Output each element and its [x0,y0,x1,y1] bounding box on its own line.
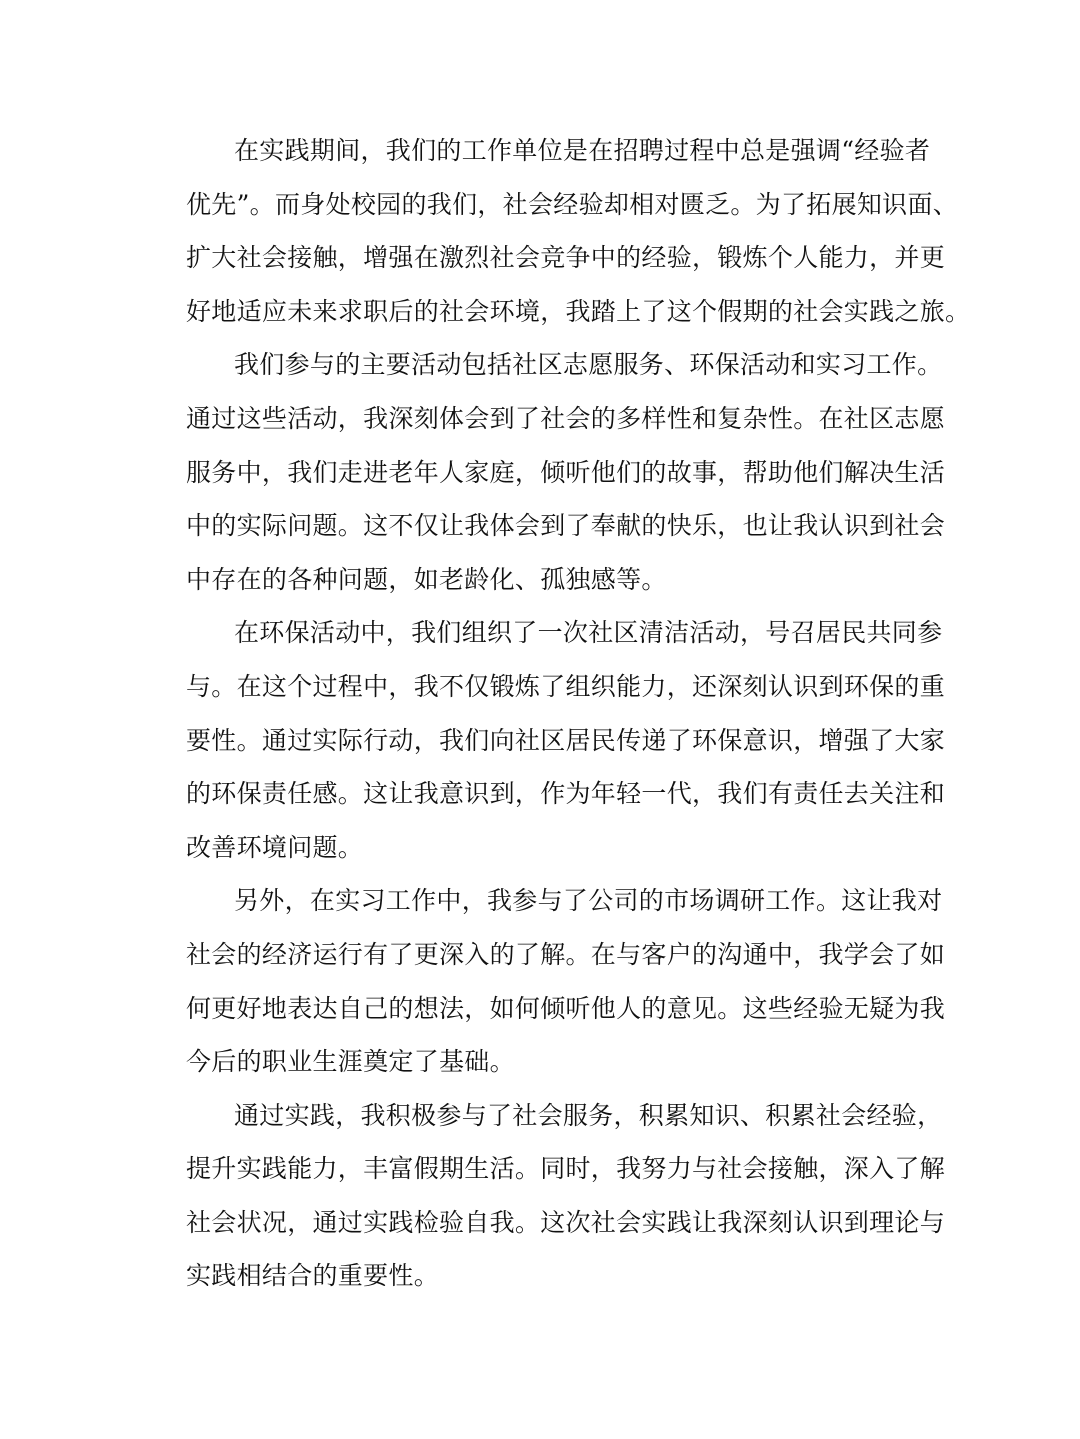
paragraph-line: 社会的经济运行有了更深入的了解。在与客户的沟通中，我学会了如 [186,939,946,969]
document-body [186,124,971,1303]
paragraph-line: 提升实践能力，丰富假期生活。同时，我努力与社会接触，深入了解 [186,1154,946,1184]
paragraph-4 [186,874,946,1088]
paragraph-line: 优先”。而身处校园的我们，社会经验却相对匮乏。为了拓展知识面、 [186,189,959,219]
paragraph-line: 我们参与的主要活动包括社区志愿服务、环保活动和实习工作。 [234,350,943,380]
paragraph-line: 在环保活动中，我们组织了一次社区清洁活动，号召居民共同参 [234,618,943,648]
paragraph-line: 另外，在实习工作中，我参与了公司的市场调研工作。这让我对 [234,886,943,916]
paragraph-line: 的环保责任感。这让我意识到，作为年轻一代，我们有责任去关注和 [186,779,946,809]
paragraph-5 [186,1089,946,1303]
paragraph-line: 扩大社会接触，增强在激烈社会竞争中的经验，锻炼个人能力，并更 [186,243,946,273]
paragraph-line: 中存在的各种问题，如老龄化、孤独感等。 [186,564,667,594]
paragraph-line: 实践相结合的重要性。 [186,1261,440,1291]
paragraph-line: 要性。通过实际行动，我们向社区居民传递了环保意识，增强了大家 [186,725,946,755]
paragraph-line: 通过实践，我积极参与了社会服务，积累知识、积累社会经验， [234,1100,943,1130]
paragraph-line: 中的实际问题。这不仅让我体会到了奉献的快乐，也让我认识到社会 [186,511,946,541]
paragraph-line: 服务中，我们走进老年人家庭，倾听他们的故事，帮助他们解决生活 [186,457,946,487]
paragraph-line: 好地适应未来求职后的社会环境，我踏上了这个假期的社会实践之旅。 [186,296,971,326]
paragraph-line: 改善环境问题。 [186,832,364,862]
paragraph-line: 与。在这个过程中，我不仅锻炼了组织能力，还深刻认识到环保的重 [186,671,946,701]
paragraph-2 [186,338,946,606]
paragraph-line: 社会状况，通过实践检验自我。这次社会实践让我深刻认识到理论与 [186,1207,946,1237]
paragraph-3 [186,606,946,874]
paragraph-line: 今后的职业生涯奠定了基础。 [186,1047,515,1077]
paragraph-line: 何更好地表达自己的想法，如何倾听他人的意见。这些经验无疑为我 [186,993,946,1023]
paragraph-1 [186,124,971,338]
paragraph-line: 通过这些活动，我深刻体会到了社会的多样性和复杂性。在社区志愿 [186,403,946,433]
paragraph-line: 在实践期间，我们的工作单位是在招聘过程中总是强调“经验者 [234,136,931,165]
